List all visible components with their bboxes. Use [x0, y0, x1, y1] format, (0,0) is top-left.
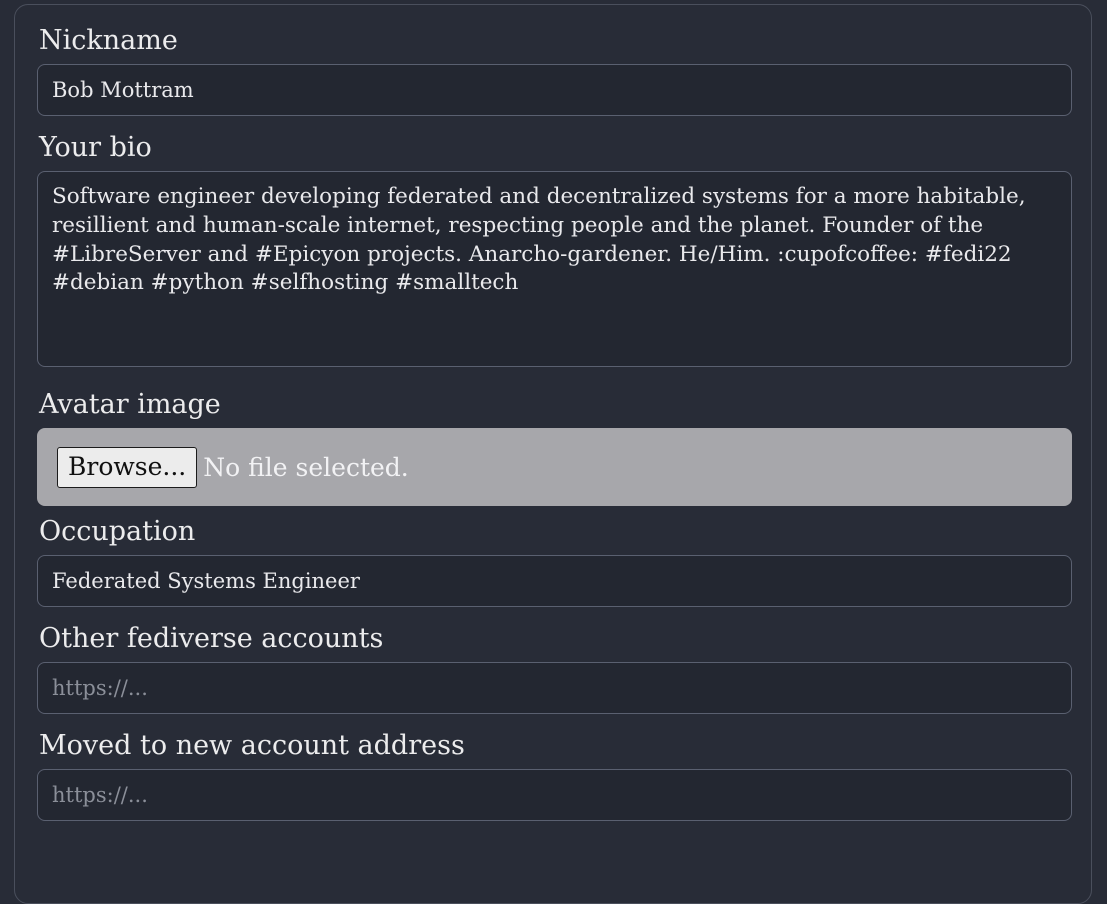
avatar-file-picker[interactable] — [37, 428, 1072, 506]
nickname-label: Nickname — [39, 25, 178, 56]
avatar-image-label: Avatar image — [39, 389, 221, 421]
bio-textarea[interactable] — [37, 171, 1072, 367]
bio-label: Your bio — [39, 132, 152, 164]
profile-edit-panel — [14, 4, 1092, 904]
other-fediverse-accounts-label: Other fediverse accounts — [39, 623, 384, 655]
avatar-file-status: No file selected. — [203, 452, 409, 482]
other-fediverse-accounts-input[interactable] — [37, 662, 1072, 714]
nickname-input[interactable] — [37, 64, 1072, 116]
occupation-label: Occupation — [39, 516, 196, 548]
occupation-input[interactable] — [37, 555, 1072, 607]
browse-button[interactable]: Browse... — [57, 447, 197, 488]
moved-to-new-account-input[interactable] — [37, 769, 1072, 821]
moved-to-new-account-label: Moved to new account address — [39, 730, 465, 762]
